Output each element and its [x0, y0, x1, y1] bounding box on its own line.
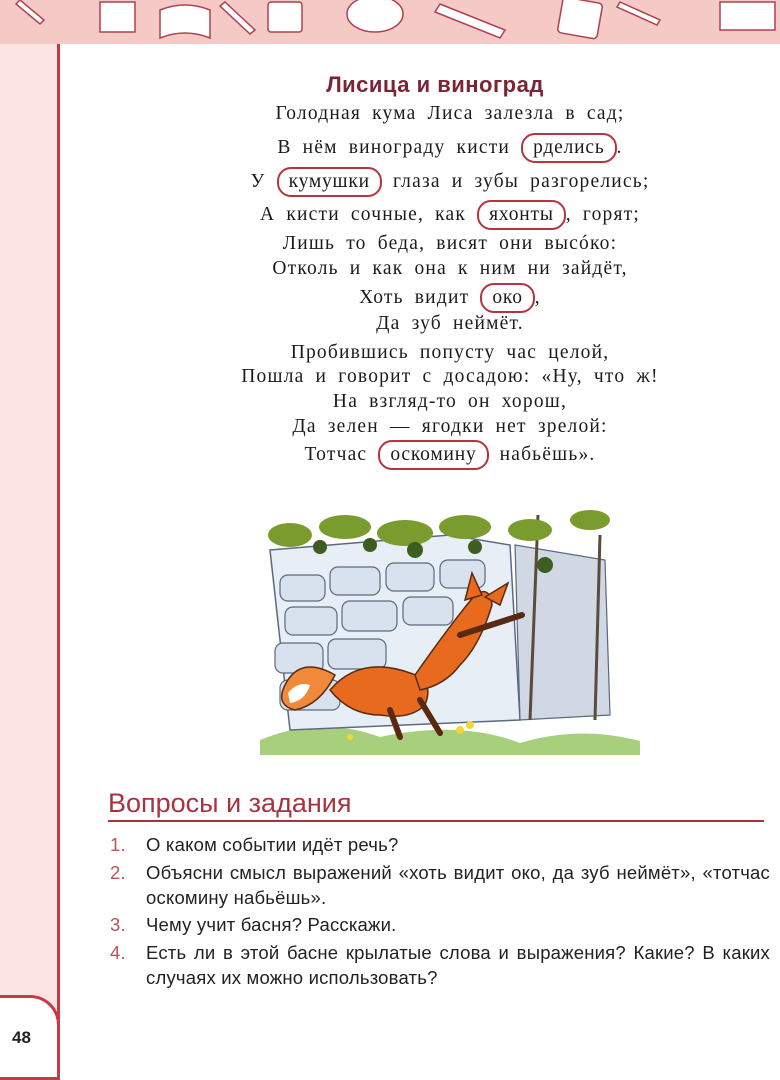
poem-line	[60, 283, 780, 313]
poem-line-text-after: , горят;	[565, 204, 641, 225]
page-number: 48	[12, 1028, 31, 1047]
pencil-icon-2	[617, 2, 660, 25]
poem-line-text: Да зелен — ягодки нет зрелой:	[292, 416, 608, 437]
poem-line-text: Да зуб неймёт.	[376, 313, 524, 334]
poem-line-text-after: набьёшь».	[488, 444, 596, 465]
poem-line-text: На взгляд-то он хорош,	[332, 391, 568, 412]
question-number: 3.	[110, 914, 126, 935]
question-item	[110, 940, 770, 990]
header-decorative-band	[0, 0, 780, 44]
left-margin	[0, 44, 57, 1080]
questions-heading: Вопросы и задания	[108, 788, 352, 818]
pen-icon	[220, 2, 255, 34]
question-item	[110, 860, 770, 910]
poem-line-text: Пробившись попусту час целой,	[290, 342, 610, 363]
highlighted-word: кумушки	[277, 167, 382, 197]
poem-line	[60, 342, 780, 364]
poem-line	[60, 233, 780, 255]
poem-line	[60, 167, 780, 197]
poem-line	[60, 366, 780, 388]
poem-line-text-after: ,	[534, 287, 541, 308]
book-icon-2	[720, 2, 775, 30]
pencil-icon	[16, 0, 44, 24]
shell-icon	[347, 0, 403, 32]
poem-title: Лисица и виноград	[326, 72, 544, 97]
question-text: О каком событии идёт речь?	[146, 834, 399, 855]
question-text: Есть ли в этой басне крылатые слова и выражения? Какие? В каких случаях их можно использовать?	[146, 942, 770, 988]
question-number: 1.	[110, 834, 126, 855]
poem-line-text: Пошла и говорит с досадою: «Ну, что ж!	[241, 366, 659, 387]
poem-line-text: Лишь то беда, висят они высóко:	[282, 233, 618, 254]
poem-line	[60, 416, 780, 438]
poem-line	[60, 440, 780, 470]
question-number: 4.	[110, 942, 126, 963]
poem-line	[60, 313, 780, 335]
poem-line-text: Тотчас	[304, 444, 379, 465]
letter-card-icon	[268, 2, 302, 32]
fox-and-grapes-illustration	[260, 505, 640, 755]
page-number-tab	[0, 995, 60, 1080]
poem-line-text: А кисти сочные, как	[259, 204, 478, 225]
poem-line	[60, 391, 780, 413]
poem-line-text: Отколь и как она к ним ни зайдёт,	[272, 258, 628, 279]
highlighted-word: яхонты	[477, 200, 566, 230]
poem-line-text-after: глаза и зубы разгорелись;	[381, 171, 650, 192]
poem-line	[60, 200, 780, 230]
questions-heading-underline	[108, 820, 764, 822]
question-item	[110, 912, 770, 937]
poem-line-text: Хоть видит	[359, 287, 481, 308]
scroll-icon	[435, 4, 505, 38]
highlighted-word: рделись	[521, 133, 616, 163]
question-text: Объясни смысл выражений «хоть видит око, да зуб неймёт», «тотчас оскомину набьёшь».	[146, 862, 770, 908]
highlighted-word: око	[480, 283, 534, 313]
poem-line-text-after: .	[616, 137, 623, 158]
poem-line-text: У	[250, 171, 277, 192]
book-icon	[100, 2, 135, 32]
question-text: Чему учит басня? Расскажи.	[146, 914, 397, 935]
school-items-pattern	[0, 0, 780, 44]
question-number: 2.	[110, 862, 126, 883]
poem-line	[60, 103, 780, 125]
highlighted-word: оскомину	[378, 440, 488, 470]
open-book-icon	[160, 5, 210, 38]
poem-line-text: В нём винограду кисти	[277, 137, 522, 158]
question-item	[110, 832, 770, 857]
tag-icon	[557, 0, 603, 39]
poem-line	[60, 258, 780, 280]
poem-line-text: Голодная кума Лиса залезла в сад;	[275, 103, 625, 124]
poem-line	[60, 133, 780, 163]
